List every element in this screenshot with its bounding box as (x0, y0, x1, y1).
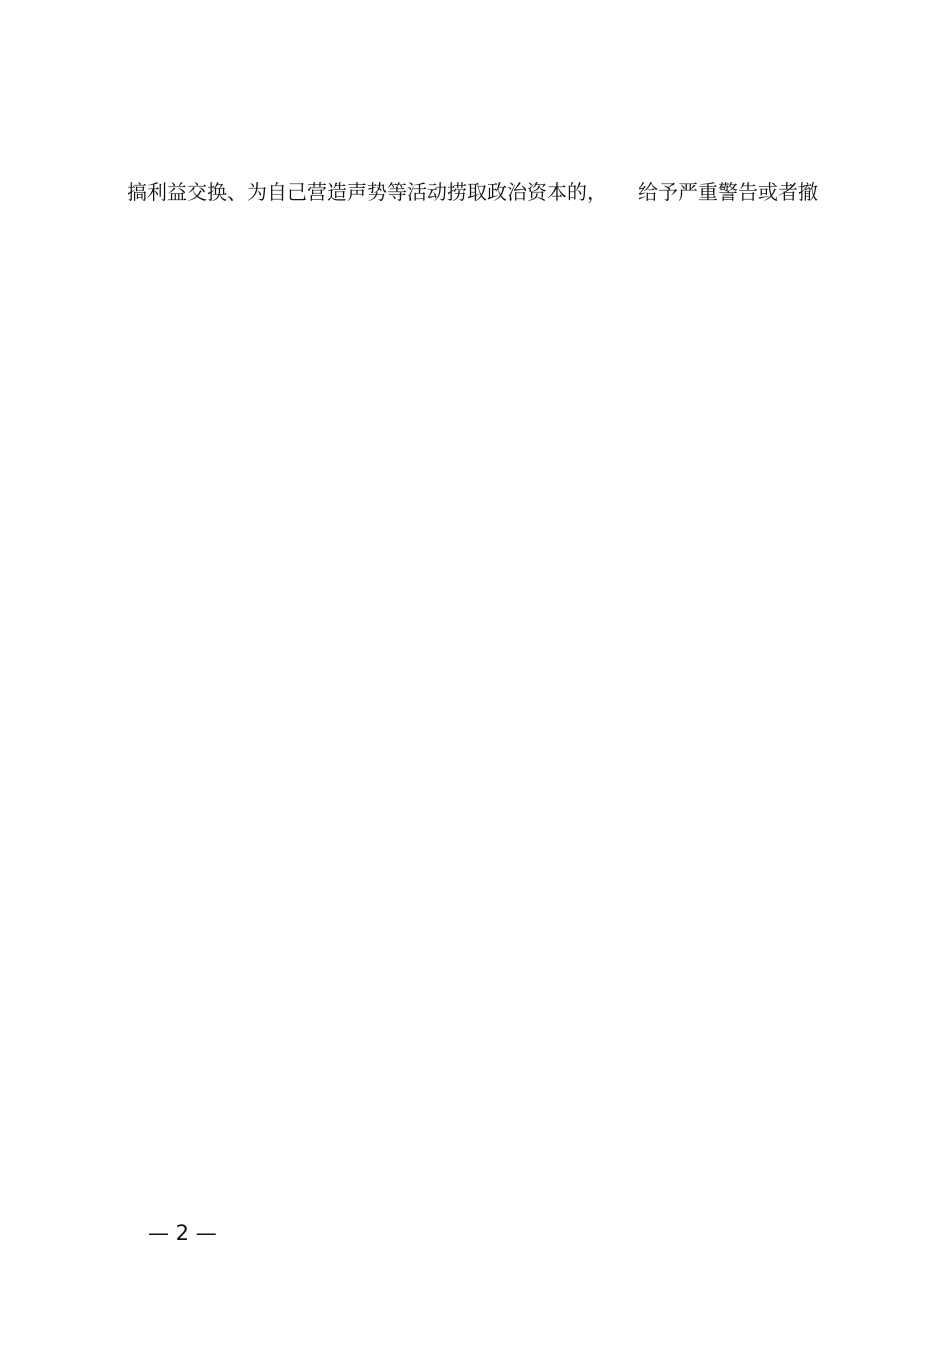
page-number: — 2 — (148, 1221, 217, 1245)
question-text: 给予严重警告或者撤 (638, 180, 818, 204)
question-line (0, 174, 950, 210)
question-text: 搞利益交换、为自己营造声势等活动捞取政治资本的， (127, 180, 607, 204)
